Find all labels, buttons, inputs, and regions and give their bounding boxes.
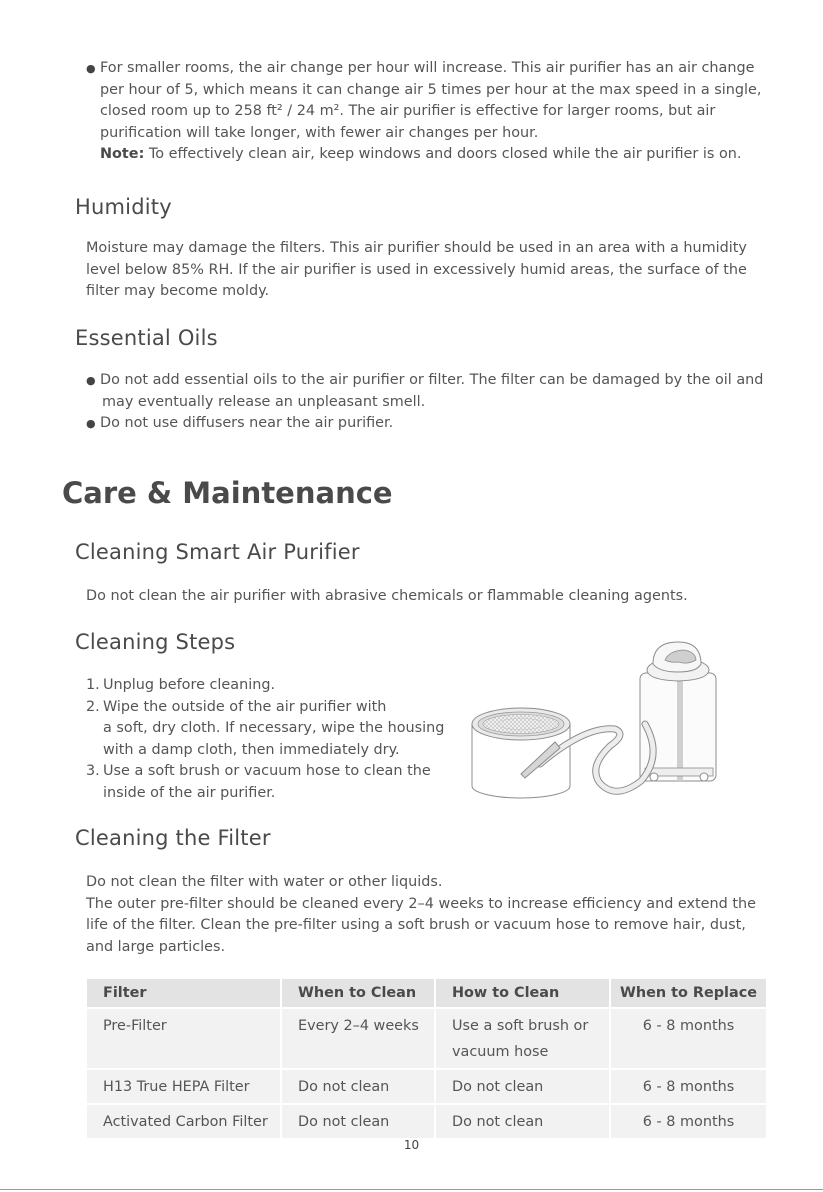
intro-line-2: per hour of 5, which means it can change air 5 times per hour at the max speed in a single,	[100, 81, 762, 98]
filter-line: The outer pre-filter should be cleaned every 2–4 weeks to increase efficiency and extend the	[86, 895, 756, 912]
step-line: with a damp cloth, then immediately dry.	[103, 741, 400, 758]
table-cell: Do not clean	[436, 1070, 609, 1103]
page-number: 10	[403, 1138, 420, 1152]
table-cell: 6 - 8 months	[611, 1105, 766, 1138]
oils-bullet-1-line-2: may eventually release an unpleasant smell.	[102, 393, 426, 410]
intro-note	[86, 144, 786, 166]
intro-line-4: purification will take longer, with fewer air changes per hour.	[100, 124, 539, 141]
table-row	[87, 1105, 766, 1138]
cleaning-steps-heading: Cleaning Steps	[75, 630, 236, 654]
humidity-paragraph	[86, 238, 786, 303]
humidity-heading: Humidity	[75, 195, 172, 219]
step-item	[86, 761, 466, 804]
column-header: How to Clean	[436, 979, 609, 1007]
filter-maintenance-table	[85, 977, 768, 1140]
humidity-line: level below 85% RH. If the air purifier is used in excessively humid areas, the surface of the	[86, 261, 747, 278]
vacuum-filter-illustration	[465, 636, 725, 806]
table-row	[87, 1070, 766, 1103]
step-line: Unplug before cleaning.	[103, 677, 276, 693]
table-cell: 6 - 8 months	[611, 1009, 766, 1068]
note-label: Note:	[100, 146, 145, 162]
humidity-line: filter may become moldy.	[86, 283, 270, 299]
cleaning-filter-paragraph	[86, 872, 786, 958]
oils-bullets	[86, 370, 796, 435]
care-maintenance-heading: Care & Maintenance	[62, 476, 393, 510]
column-header: When to Clean	[282, 979, 434, 1007]
cleaning-purifier-heading: Cleaning Smart Air Purifier	[75, 540, 360, 564]
table-cell: 6 - 8 months	[611, 1070, 766, 1103]
column-header: When to Replace	[611, 979, 766, 1007]
filter-line: and large particles.	[86, 938, 226, 955]
step-item	[86, 697, 466, 762]
table-row	[87, 1009, 766, 1068]
humidity-line: Moisture may damage the filters. This air purifier should be used in an area with a humidity	[86, 240, 747, 256]
step-line: Use a soft brush or vacuum hose to clean the	[103, 763, 431, 779]
step-line: Wipe the outside of the air purifier with	[103, 698, 387, 715]
table-cell: Do not clean	[282, 1070, 434, 1103]
bullet-dot: ●	[86, 374, 96, 387]
table-cell: Do not clean	[282, 1105, 434, 1138]
bottom-divider	[0, 1189, 823, 1190]
step-line: a soft, dry cloth. If necessary, wipe the housing	[103, 720, 445, 736]
bullet-dot: ●	[86, 417, 96, 430]
table-cell: Do not clean	[436, 1105, 609, 1138]
table-cell: Every 2–4 weeks	[282, 1009, 434, 1068]
intro-line-3: closed room up to 258 ft² / 24 m². The air purifier is effective for larger rooms, but air	[100, 103, 716, 119]
step-line: inside of the air purifier.	[103, 784, 276, 801]
cleaning-steps-list	[86, 675, 466, 804]
step-number: 3.	[86, 763, 100, 779]
cleaning-purifier-text: Do not clean the air purifier with abrasive chemicals or flammable cleaning agents.	[86, 588, 688, 604]
table-cell: Pre-Filter	[87, 1009, 280, 1068]
filter-line: life of the filter. Clean the pre-filter using a soft brush or vacuum hose to remove hair, dust,	[86, 917, 746, 933]
filter-line: Do not clean the filter with water or other liquids.	[86, 874, 443, 890]
table-cell: Use a soft brush or vacuum hose	[436, 1009, 609, 1068]
oils-bullet-1-line-1: Do not add essential oils to the air purifier or filter. The filter can be damaged by the oil and	[100, 372, 764, 388]
step-number: 1.	[86, 677, 100, 693]
intro-bullet	[86, 58, 786, 166]
essential-oils-heading: Essential Oils	[75, 326, 218, 350]
intro-line-1: For smaller rooms, the air change per hour will increase. This air purifier has an air change	[100, 60, 755, 76]
cleaning-filter-heading: Cleaning the Filter	[75, 826, 271, 850]
bullet-dot: ●	[86, 62, 96, 75]
step-number: 2.	[86, 698, 100, 715]
table-header-row	[87, 979, 766, 1007]
step-item	[86, 675, 466, 697]
table-cell: H13 True HEPA Filter	[87, 1070, 280, 1103]
column-header: Filter	[87, 979, 280, 1007]
oils-bullet-2: Do not use diffusers near the air purifier.	[100, 415, 394, 431]
table-cell: Activated Carbon Filter	[87, 1105, 280, 1138]
note-text: To effectively clean air, keep windows and doors closed while the air purifier is on.	[144, 146, 742, 162]
